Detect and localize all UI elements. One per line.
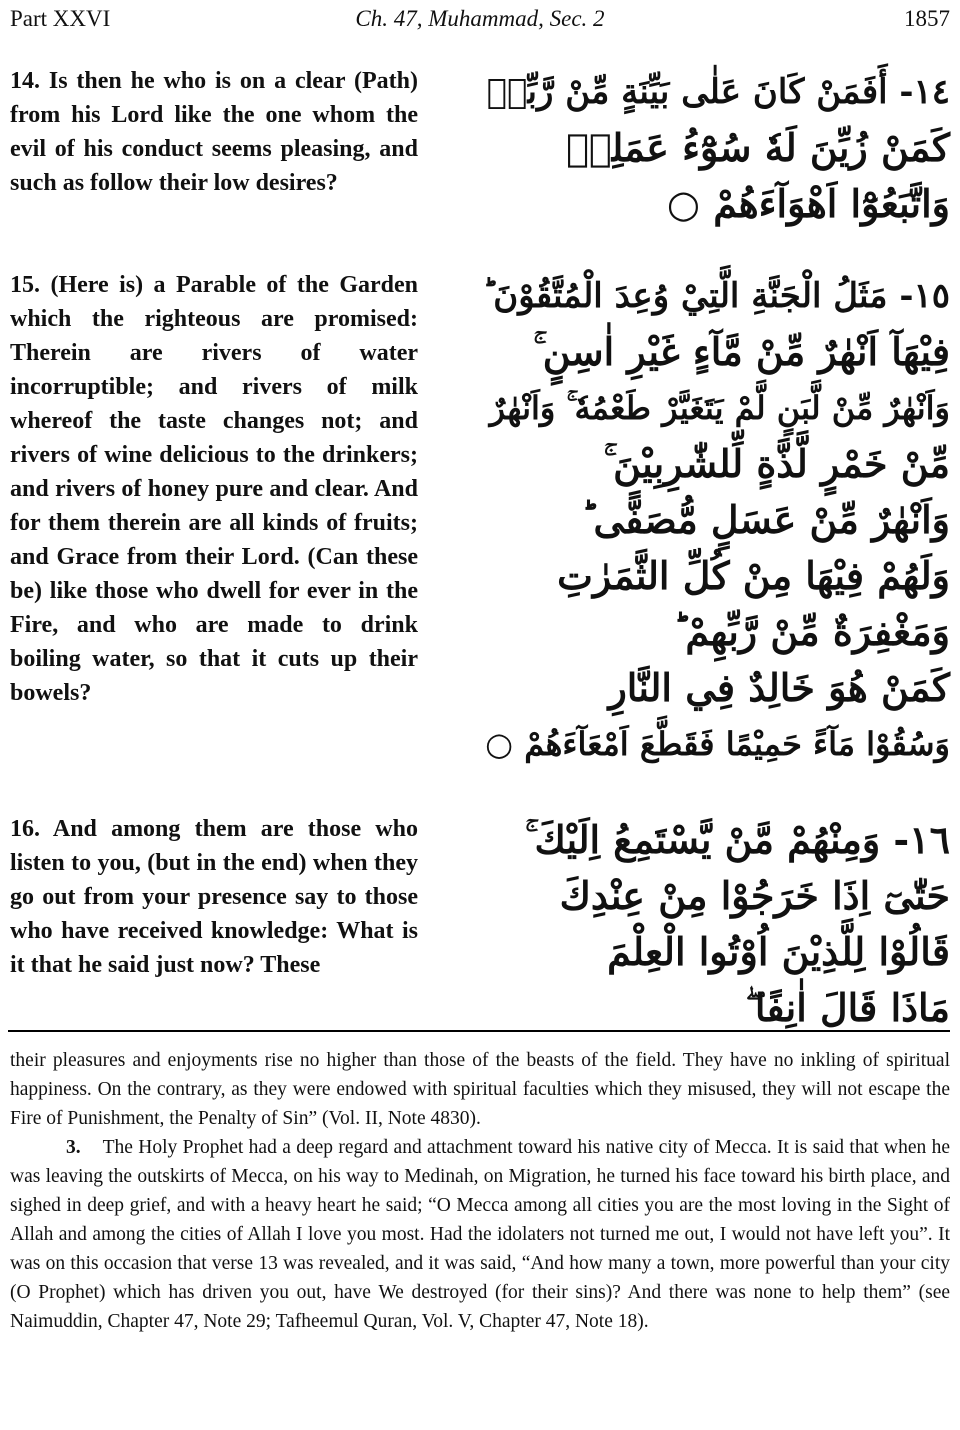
arabic-line: وَسُقُوْا مَآءً حَمِيْمًا فَقَطَّعَ اَمْعَآءَهُمْ ○	[485, 725, 950, 763]
footnote-divider	[8, 1030, 950, 1032]
arabic-line: قَالُوْا لِلَّذِيْنَ اُوْتُوا الْعِلْمَ	[607, 929, 950, 974]
part-label: Part XXVI	[10, 6, 111, 31]
verse-translation: 15. (Here is) a Parable of the Garden which the righteous are promised: Therein are rivers of water incorruptible; and rivers of milk whereof the taste changes not; and rivers of wine delicious to the drinkers; and rivers of honey pure and clear. And for them therein are all kinds of fruits; and Grace from their Lord. (Can these be) like those who dwell for ever in the Fire, and who are made to drink boiling water, so that it cuts up their bowels?	[10, 272, 418, 706]
footnote-continuation: their pleasures and enjoyments rise no higher than those of the beasts of the field. They have no inkling of spiritual happiness. On the contrary, as they were endowed with spiritual faculties which they misused, they will not escape the Fire of Punishment, the Penalty of Sin” (Vol. II, Note 4830).	[10, 1050, 950, 1129]
footnote-number: 3.	[66, 1137, 81, 1158]
arabic-line: كَمَنْ زُيِّنَ لَهٗ سُوْٓءُ عَمَلِهٖ	[566, 125, 950, 170]
arabic-line: ١٦- وَمِنْهُمْ مَّنْ يَّسْتَمِعُ اِلَيْكَ ۚ	[524, 817, 950, 862]
verse-arabic	[480, 812, 950, 1036]
arabic-line: فِيْهَآ اَنْهٰرٌ مِّنْ مَّآءٍ غَيْرِ اٰسِنٍ ۚ	[533, 329, 950, 374]
footnote-text: The Holy Prophet had a deep regard and attachment toward his native city of Mecca. It is said that when he was leaving the outskirts of Mecca, on his way to Medinah, on Migration, he turned his face toward his birth place, and sighed in deep grief, and with a heavy heart he said; “O Mecca among all cities you are the most loving in the Sight of Allah and among the cities of Allah I love you most. Had the idolaters not turned me out, I would not have left you”. It was on this occasion that verse 13 was revealed, and it was said, “And how many a town, more powerful than your city (O Prophet) which has driven you out, have We destroyed (for their sins)? And there was none to help them” (see Naimuddin, Chapter 47, Note 29; Tafheemul Quran, Vol. V, Chapter 47, Note 18).	[10, 1137, 950, 1332]
arabic-line: وَاتَّبَعُوْٓا اَهْوَآءَهُمْ ○	[666, 181, 950, 226]
arabic-line: حَتّٰىٓ اِذَا خَرَجُوْا مِنْ عِنْدِكَ	[559, 873, 950, 918]
verse-arabic	[480, 64, 950, 232]
page-header	[10, 6, 950, 36]
arabic-line: ١٤- أَفَمَنْ كَانَ عَلٰى بَيِّنَةٍ مِّنْ رَّبِّهٖ	[486, 72, 950, 112]
verse-translation: 16. And among them are those who listen to you, (but in the end) when they go out from your presence say to those who have received knowledge: What is it that he said just now? These	[10, 816, 418, 978]
arabic-line: وَاَنْهٰرٌ مِّنْ لَّبَنٍ لَّمْ يَتَغَيَّرْ طَعْمُهٗ ۚ وَاَنْهٰرٌ	[489, 389, 950, 427]
verse-arabic	[480, 268, 950, 772]
arabic-line: وَلَهُمْ فِيْهَا مِنْ كُلِّ الثَّمَرٰتِ	[557, 553, 950, 598]
arabic-line: مَاذَا قَالَ اٰنِفًا ۖ	[745, 985, 950, 1030]
chapter-title: Ch. 47, Muhammad, Sec. 2	[355, 6, 605, 31]
verse-translation: 14. Is then he who is on a clear (Path) from his Lord like the one whom the evil of his conduct seems pleasing, and such as follow their low desires?	[10, 68, 418, 196]
arabic-line: ١٥- مَثَلُ الْجَنَّةِ الَّتِيْ وُعِدَ الْمُتَّقُوْنَ ؕ	[482, 276, 950, 316]
arabic-line: وَمَغْفِرَةٌ مِّنْ رَّبِّهِمْ ؕ	[673, 609, 950, 654]
footnotes	[10, 1046, 950, 1336]
footnote-3	[10, 1133, 950, 1336]
arabic-line: كَمَنْ هُوَ خَالِدٌ فِي النَّارِ	[608, 665, 950, 710]
arabic-line: مِّنْ خَمْرٍ لَّذَّةٍ لِّلشّٰرِبِيْنَ ۚ	[603, 441, 950, 486]
page-number: 1857	[904, 6, 950, 31]
arabic-line: وَاَنْهٰرٌ مِّنْ عَسَلٍ مُّصَفًّى ؕ	[581, 497, 950, 542]
